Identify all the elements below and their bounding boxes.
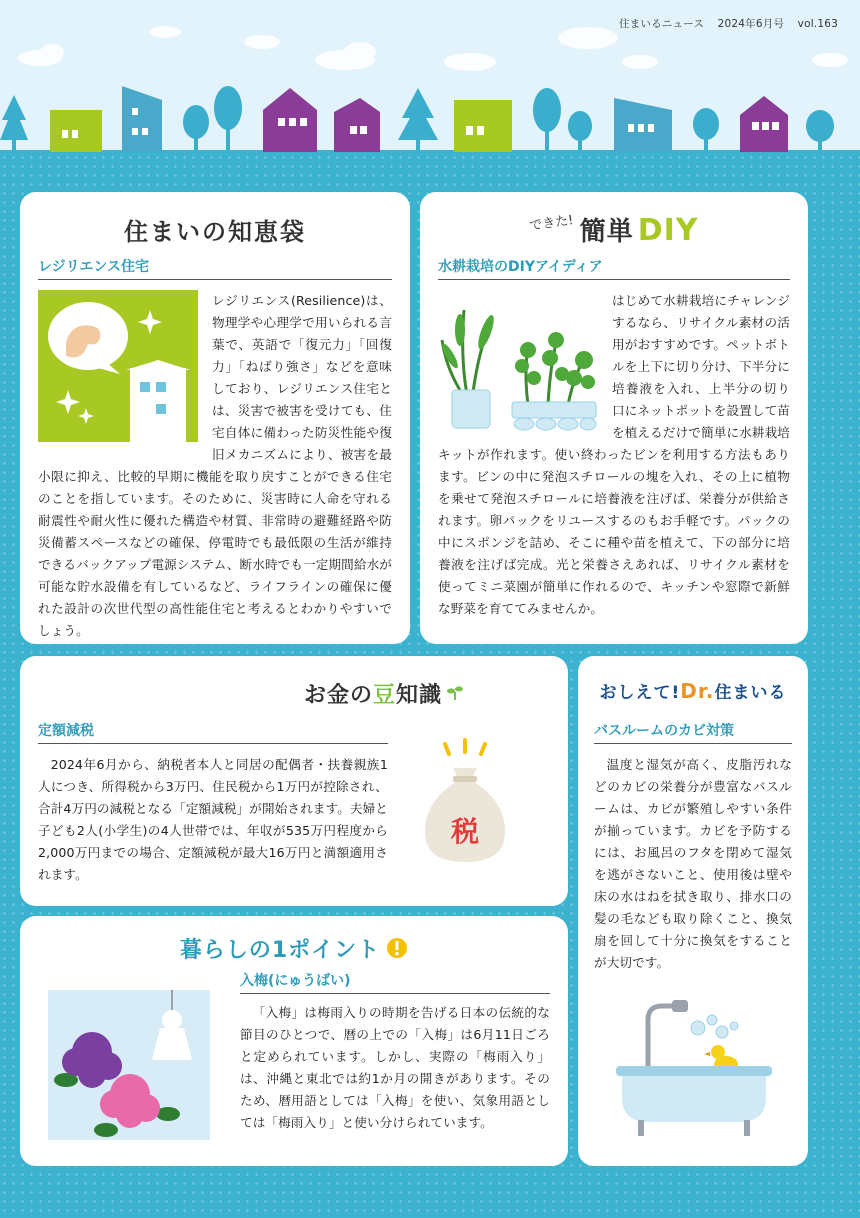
money-card (20, 656, 568, 906)
dr-card (578, 656, 808, 1166)
diy-body-text: はじめて水耕栽培にチャレンジするなら、リサイクル素材の活用がおすすめです。ペットボトルを上下に切り分け、下半分に培養液を入れ、上半分の切り口にネットポットを設置して苗を植えるだけで簡単に水耕栽培キットが作れます。使い終わったビンを利用する方法もあります。ビンの中に発泡スチロールの塊を入れ、その上に植物を乗せて発泡スチロールに培養液を注げば、栄養分が供給されます。卵パックをリユースするのもお手軽です。パックの中にスポンジを詰め、そこに種や苗を植えて、下の部分に培養液を注げば完成。光と栄養さえあれば、リサイクル素材を使ってミニ菜園が簡単に作れるので、キッチンや窓際で新鮮な野菜を育ててみませんか。 (438, 293, 790, 616)
volume-number: vol.163 (797, 18, 838, 30)
money-body-text: 2024年6月から、納税者本人と同居の配偶者・扶養親族1人につき、所得税から3万円、住民税から1万円が控除され、合計4万円の減税となる「定額減税」が開始されます。夫婦と子ども2人(小学生)の4人世帯では、年収が535万円程度から2,000万円までの場合、定額減税が最大16万円と満額適用されます。 (38, 757, 388, 882)
wisdom-title: 住まいの知恵袋 (124, 217, 306, 246)
hydroponics-illustration (438, 290, 598, 440)
point-heading (38, 930, 550, 966)
diy-heading (438, 206, 790, 252)
tax-bag-illustration (415, 738, 515, 868)
diy-title-main: 簡単 (579, 216, 634, 247)
dr-body (594, 754, 792, 974)
dr-title-post: 住まいる (714, 682, 787, 703)
point-body-text: 「入梅」は梅雨入りの時期を告げる日本の伝統的な節目のひとつで、暦の上での「入梅」は6月11日ごろと定められています。しかし、実際の「梅雨入り」は、沖縄と東北では約1か月の開きがあります。そのため、暦用語としては「入梅」を使い、気象用語としては「梅雨入り」と使い分けられています。 (240, 1005, 550, 1130)
dr-heading (594, 670, 792, 710)
diy-title (580, 211, 699, 248)
dr-title-dr: Dr. (680, 678, 715, 703)
money-section-title: 定額減税 (38, 720, 388, 744)
point-body (240, 1002, 550, 1134)
money-title-mame: 豆 (372, 682, 396, 708)
resilient-house-illustration (38, 290, 198, 442)
diy-section-title: 水耕栽培のDIYアイディア (438, 256, 790, 280)
point-section-title: 入梅(にゅうばい) (240, 970, 550, 994)
money-title-post: 知識 (396, 682, 443, 708)
issue-date: 2024年6月号 (717, 18, 785, 30)
wisdom-body-text: レジリエンス(Resilience)は、物理学や心理学で用いられる言葉で、英語で「復元力」「回復力」「ねばり強さ」などを意味しており、レジリエンス住宅とは、災害で被害を受けても、住宅自体に備わった防災性能や復旧メカニズムにより、被害を最小限に抑え、比較的早期に機能を取り戻すことができる住宅のことを指しています。そのために、災害時に人命を守れる耐震性や耐火性に優れた構造や材質、非常時の避難経路や防災備蓄スペースなどの確保、停電時でも最低限の生活が維持できるバックアップ電源システム、断水時でも一定期間給水が可能な貯水設備を有しているなど、ライフラインの確保に優れた設計の次世代型の高性能住宅と考えるとわかりやすいでしょう。 (38, 293, 392, 638)
dr-title-pre: おしえて! (599, 682, 681, 703)
dr-section-title: バスルームのカビ対策 (594, 720, 792, 744)
sprout-icon (446, 684, 464, 702)
hydrangea-illustration (48, 990, 210, 1140)
money-body (38, 754, 388, 886)
tax-bag-label: 税 (450, 815, 479, 848)
money-title-pre: お金の (303, 682, 373, 708)
newsletter-name: 住まいるニュース (618, 18, 705, 30)
wisdom-body (38, 290, 392, 642)
dr-title (600, 678, 787, 703)
diy-body (438, 290, 790, 620)
wisdom-heading (38, 206, 392, 252)
money-title (304, 678, 442, 709)
bathtub-illustration (614, 998, 774, 1148)
point-title: 暮らしの1ポイント (179, 937, 381, 963)
wisdom-card (20, 192, 410, 644)
wisdom-section-title: レジリエンス住宅 (38, 256, 392, 280)
point-card (20, 916, 568, 1166)
diy-dekita-label: できた! (528, 212, 575, 234)
diy-title-accent: DIY (637, 212, 699, 248)
exclamation-icon (386, 937, 408, 959)
money-heading (38, 670, 550, 716)
dr-body-text: 温度と湿気が高く、皮脂汚れなどのカビの栄養分が豊富なバスルームは、カビが繁殖しやすい条件が揃っています。カビを予防するには、お風呂のフタを閉めて湿気を逃がさないこと、使用後は壁や床の水はねを拭き取り、排水口の髪の毛なども取り除くこと、換気扇を回して十分に換気をすることが大切です。 (594, 757, 792, 970)
masthead (609, 16, 838, 31)
diy-card (420, 192, 808, 644)
